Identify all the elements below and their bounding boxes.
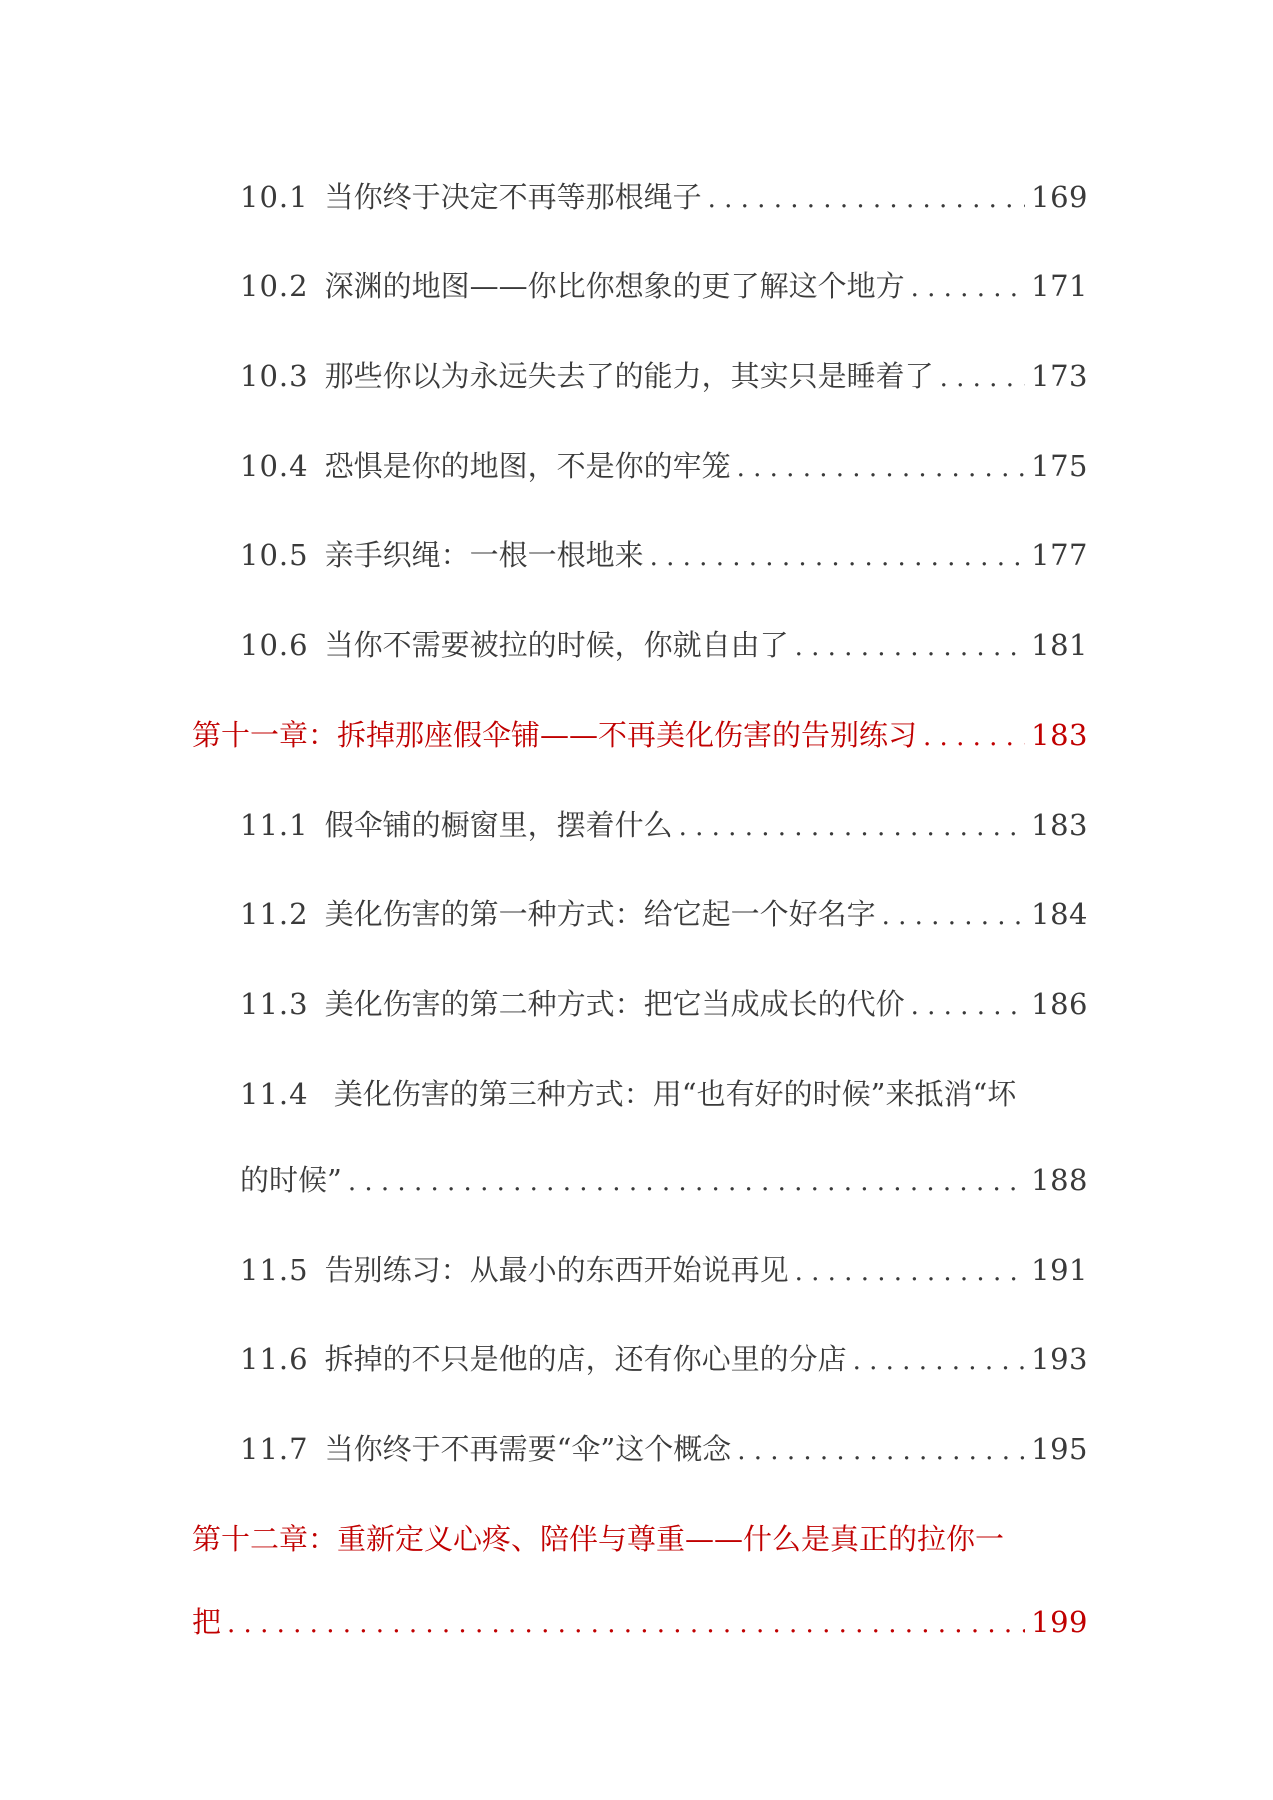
toc-page-number: 169 [1031, 180, 1088, 214]
toc-title: 那些你以为永远失去了的能力，其实只是睡着了 [324, 359, 934, 393]
toc-number: 11.2 [240, 897, 309, 931]
toc-chapter-11[interactable] [192, 715, 1088, 757]
toc-leader-dots [911, 986, 1026, 1026]
toc-leader-dots [348, 1162, 1025, 1202]
toc-chapter-title: 第十一章：拆掉那座假伞铺——不再美化伤害的告别练习 [192, 718, 918, 752]
toc-title: 假伞铺的橱窗里，摆着什么 [324, 808, 673, 842]
toc-number: 10.4 [240, 449, 309, 483]
toc-leader-dots [911, 268, 1026, 308]
toc-chapter-title-continued: 把 [192, 1605, 222, 1639]
toc-entry-10-4[interactable] [240, 446, 1088, 488]
toc-leader-dots [737, 448, 1026, 488]
toc-leader-dots [679, 807, 1026, 847]
toc-chapter-12-line2[interactable] [192, 1602, 1088, 1644]
toc-title: 亲手织绳：一根一根地来 [324, 538, 644, 572]
toc-entry-10-1[interactable] [240, 177, 1088, 219]
toc-leader-dots [650, 537, 1026, 577]
toc-number: 10.5 [240, 538, 309, 572]
toc-number: 10.6 [240, 628, 309, 662]
toc-page-number: 195 [1031, 1432, 1088, 1466]
toc-page-number: 199 [1031, 1605, 1088, 1639]
toc-entry-11-3[interactable] [240, 984, 1088, 1026]
toc-page-number: 175 [1031, 449, 1088, 483]
toc-page-number: 183 [1031, 808, 1088, 842]
toc-title: 当你终于不再需要“伞”这个概念 [324, 1432, 732, 1466]
toc-title: 美化伤害的第二种方式：把它当成成长的代价 [324, 987, 905, 1021]
toc-number: 11.6 [240, 1342, 309, 1376]
toc-page-number: 177 [1031, 538, 1088, 572]
toc-title: 美化伤害的第三种方式：用“也有好的时候”来抵消“坏 [333, 1077, 1017, 1111]
toc-page-number: 181 [1031, 628, 1088, 662]
toc-leader-dots [882, 896, 1026, 936]
toc-entry-11-1[interactable] [240, 805, 1088, 847]
toc-number: 10.1 [240, 180, 309, 214]
toc-leader-dots [227, 1604, 1025, 1644]
toc-entry-11-5[interactable] [240, 1250, 1088, 1292]
toc-title: 当你终于决定不再等那根绳子 [324, 180, 702, 214]
toc-entry-10-5[interactable] [240, 535, 1088, 577]
toc-leader-dots [795, 627, 1026, 667]
toc-page-number: 188 [1031, 1163, 1088, 1197]
toc-entry-10-3[interactable] [240, 356, 1088, 398]
toc-entry-11-2[interactable] [240, 894, 1088, 936]
toc-page-number: 193 [1031, 1342, 1088, 1376]
toc-page-number: 173 [1031, 359, 1088, 393]
toc-chapter-title: 第十二章：重新定义心疼、陪伴与尊重——什么是真正的拉你一 [192, 1522, 1005, 1556]
toc-page-number: 183 [1031, 718, 1088, 752]
toc-title: 告别练习：从最小的东西开始说再见 [324, 1253, 789, 1287]
toc-number: 10.2 [240, 269, 309, 303]
toc-page-number: 186 [1031, 987, 1088, 1021]
toc-chapter-12-line1[interactable] [192, 1519, 1004, 1559]
toc-title: 深渊的地图——你比你想象的更了解这个地方 [324, 269, 905, 303]
toc-entry-11-7[interactable] [240, 1429, 1088, 1471]
toc-title: 美化伤害的第一种方式：给它起一个好名字 [324, 897, 876, 931]
toc-page-number: 184 [1031, 897, 1088, 931]
toc-number: 11.5 [240, 1253, 309, 1287]
toc-number: 11.4 [240, 1077, 309, 1111]
toc-leader-dots [940, 358, 1026, 398]
toc-title: 恐惧是你的地图，不是你的牢笼 [324, 449, 731, 483]
toc-title: 拆掉的不只是他的店，还有你心里的分店 [324, 1342, 847, 1376]
toc-page-number: 171 [1031, 269, 1088, 303]
toc-entry-10-6[interactable] [240, 625, 1088, 667]
toc-title: 当你不需要被拉的时候，你就自由了 [324, 628, 789, 662]
toc-leader-dots [708, 179, 1026, 219]
toc-number: 11.7 [240, 1432, 309, 1466]
toc-leader-dots [923, 717, 1025, 757]
toc-page-number: 191 [1031, 1253, 1088, 1287]
toc-number: 10.3 [240, 359, 309, 393]
toc-entry-11-4-line2[interactable] [240, 1160, 1088, 1202]
toc-number: 11.3 [240, 987, 309, 1021]
toc-entry-11-6[interactable] [240, 1339, 1088, 1381]
toc-number: 11.1 [240, 808, 309, 842]
toc-title-continued: 的时候” [240, 1163, 342, 1197]
toc-entry-11-4-line1[interactable] [240, 1074, 1016, 1114]
toc-entry-10-2[interactable] [240, 266, 1088, 308]
toc-leader-dots [795, 1252, 1026, 1292]
toc-leader-dots [853, 1341, 1026, 1381]
toc-leader-dots [737, 1431, 1025, 1471]
